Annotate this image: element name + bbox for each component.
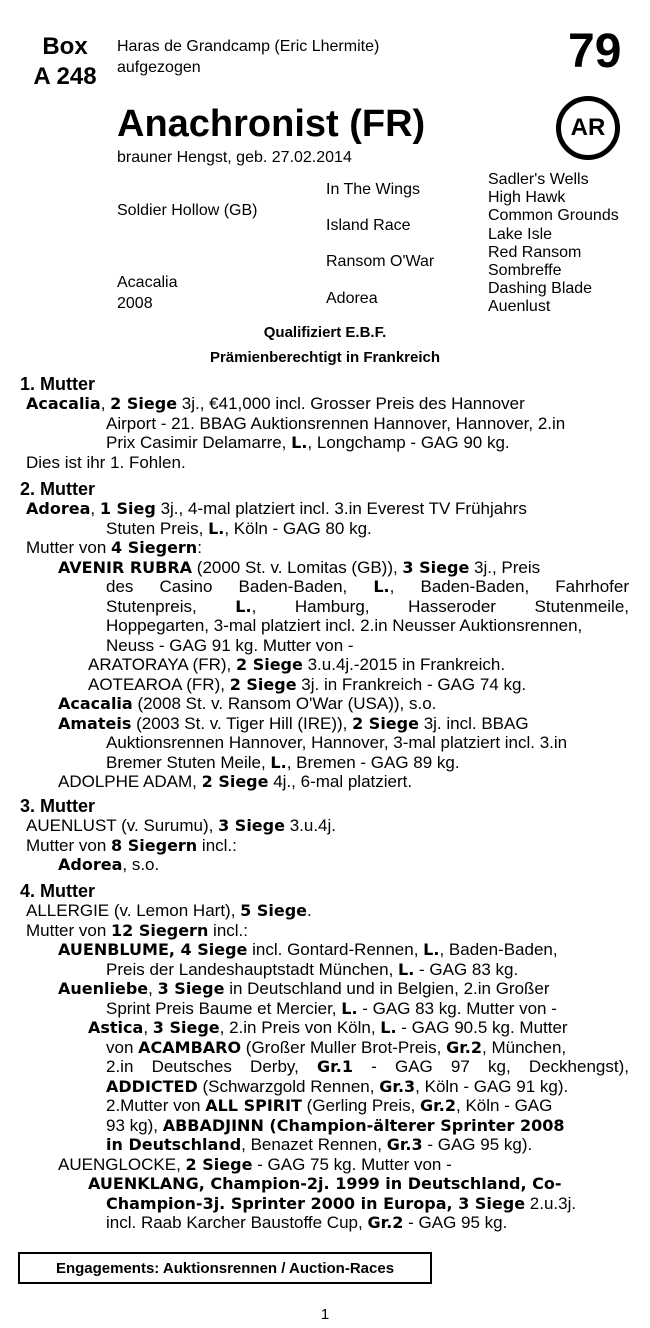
listed-grade: L. bbox=[380, 1018, 397, 1037]
championship: Champion-2j. 1999 in Deutschland bbox=[210, 1174, 521, 1193]
text: Preis der Landeshauptstadt München, bbox=[106, 959, 399, 979]
group-grade: Gr.3 bbox=[379, 1076, 416, 1096]
group-grade: Gr.1 bbox=[317, 1057, 353, 1076]
lot-number: 79 bbox=[568, 25, 622, 78]
listed-grade: L. bbox=[398, 959, 415, 979]
offspring-name: Acacalia bbox=[58, 694, 133, 713]
wins: 4 Siege bbox=[180, 940, 248, 959]
engagements-box bbox=[18, 1252, 432, 1284]
m2-line-14 bbox=[106, 753, 460, 773]
pedigree-g3-4: Lake Isle bbox=[488, 225, 553, 243]
breeder-line-1: Haras de Grandcamp (Eric Lhermite) bbox=[117, 38, 380, 55]
horse-name: Anachronist (FR) bbox=[117, 103, 426, 145]
section-3-title: 3. Mutter bbox=[20, 796, 96, 816]
text: - GAG 75 kg. Mutter von - bbox=[252, 1154, 452, 1174]
listed-grade: L. bbox=[235, 596, 252, 616]
paren: ( bbox=[263, 1115, 277, 1135]
m2-line-3 bbox=[26, 538, 202, 558]
listed-grade: L. bbox=[270, 752, 287, 772]
offspring-name: ALL SPIRIT bbox=[205, 1096, 302, 1115]
m4-line-2 bbox=[26, 921, 248, 941]
pedigree-dam-year: 2008 bbox=[117, 295, 153, 312]
wins: 2 Siege bbox=[185, 1154, 253, 1174]
text: 3j. in Frankreich - GAG 74 kg. bbox=[296, 674, 527, 694]
championship: Champion-3j. Sprinter 2000 in Europa bbox=[106, 1193, 447, 1213]
pedigree-third-generation bbox=[488, 171, 619, 317]
wins: 3 Siege bbox=[152, 1018, 220, 1037]
wins: 3 Siege bbox=[218, 816, 285, 835]
wins: 5 Siege bbox=[240, 901, 308, 920]
text: , Hamburg, Hasseroder Stutenmeile, bbox=[251, 596, 629, 616]
text: 3j., €41,000 incl. Grosser Preis des Hannover bbox=[177, 394, 525, 413]
m3-line-1 bbox=[26, 816, 336, 836]
winners-count: 12 Siegern bbox=[111, 920, 209, 940]
text: des Casino Baden-Baden, bbox=[106, 577, 374, 596]
m2-line-12 bbox=[58, 714, 529, 734]
text: ARATORAYA (FR), bbox=[88, 655, 236, 674]
text: ADOLPHE ADAM, bbox=[58, 772, 202, 791]
m4-line-7 bbox=[88, 1018, 568, 1038]
text: 2.u.3j. bbox=[525, 1193, 577, 1213]
m4-line-4 bbox=[106, 960, 518, 980]
qualification-ebf: Qualifiziert E.B.F. bbox=[263, 324, 387, 341]
listed-grade: L. bbox=[291, 433, 308, 452]
offspring-name: AUENKLANG bbox=[88, 1174, 199, 1193]
championship: in Deutschland bbox=[106, 1135, 242, 1154]
text: , Köln - GAG bbox=[456, 1096, 553, 1115]
sep: , bbox=[148, 979, 158, 998]
country-badge-text: AR bbox=[570, 114, 606, 141]
text: incl. Gontard-Rennen, bbox=[247, 940, 424, 959]
text: . bbox=[307, 901, 312, 920]
championship: Champion-älterer Sprinter 2008 bbox=[276, 1115, 565, 1135]
sep: , bbox=[143, 1018, 153, 1037]
text: AUENGLOCKE, bbox=[58, 1154, 186, 1174]
dam-name: Adorea bbox=[26, 499, 91, 518]
box-label-text: Box bbox=[42, 33, 88, 60]
text: (2008 St. v. Ransom O'War (USA)), s.o. bbox=[132, 694, 437, 713]
m4-line-15 bbox=[88, 1174, 561, 1194]
m2-line-8: Neuss - GAG 91 kg. Mutter von - bbox=[106, 635, 354, 655]
text: 93 kg), bbox=[106, 1115, 163, 1135]
pedigree-g3-1: Sadler's Wells bbox=[488, 171, 589, 188]
m1-line-2: Airport - 21. BBAG Auktionsrennen Hannover, Hannover, 2.in bbox=[106, 413, 566, 433]
text: , Baden-Baden, Fahrhofer bbox=[389, 577, 629, 596]
wins: 2 Siege bbox=[229, 674, 297, 694]
text: : bbox=[197, 538, 202, 557]
text: AUENLUST (v. Surumu), bbox=[26, 816, 219, 835]
m1-line-1 bbox=[26, 394, 525, 414]
page-number: 1 bbox=[320, 1306, 330, 1323]
winners-count: 8 Siegern bbox=[111, 835, 198, 855]
breeder-info bbox=[117, 36, 379, 78]
text: (2003 St. v. Tiger Hill (IRE)), bbox=[131, 713, 353, 733]
wins: 1 Sieg bbox=[99, 499, 156, 518]
pedigree-g3-8: Auenlust bbox=[488, 298, 551, 316]
championship: Co- bbox=[532, 1174, 562, 1193]
m2-line-2 bbox=[106, 519, 372, 539]
text: , s.o. bbox=[122, 855, 160, 874]
text: , Longchamp - GAG 90 kg. bbox=[307, 433, 510, 452]
wins: 2 Siege bbox=[235, 655, 303, 674]
text: Stuten Preis, bbox=[106, 518, 209, 538]
pedigree-dam-dam: Adorea bbox=[326, 290, 378, 307]
m4-line-13 bbox=[106, 1135, 532, 1155]
section-2-title: 2. Mutter bbox=[20, 479, 96, 499]
text: (Großer Muller Brot-Preis, bbox=[241, 1037, 447, 1057]
text: Prix Casimir Delamarre, bbox=[106, 433, 292, 452]
text: incl.: bbox=[208, 920, 249, 940]
text: - GAG 83 kg. bbox=[414, 959, 519, 979]
m2-line-1 bbox=[26, 499, 527, 519]
pedigree-dam: Acacalia bbox=[117, 274, 178, 291]
m2-line-15 bbox=[58, 772, 412, 792]
wins: 3 Siege bbox=[157, 979, 225, 998]
text: - GAG 97 kg, Deckhengst), bbox=[352, 1057, 629, 1076]
horse-description: brauner Hengst, geb. 27.02.2014 bbox=[117, 149, 352, 166]
listed-grade: L. bbox=[423, 940, 440, 959]
offspring-name: Astica bbox=[88, 1018, 144, 1037]
offspring-name: Amateis bbox=[58, 713, 132, 733]
breeder-line-2: aufgezogen bbox=[117, 59, 201, 76]
text: Mutter von bbox=[26, 538, 112, 557]
winners-count: 4 Siegern bbox=[111, 538, 198, 557]
sep: , bbox=[520, 1174, 533, 1193]
offspring-name: ADDICTED bbox=[106, 1076, 198, 1096]
m1-line-3 bbox=[106, 433, 510, 453]
text: Stutenpreis, bbox=[106, 596, 236, 616]
m2-line-11 bbox=[58, 694, 436, 714]
text: , Köln - GAG 91 kg). bbox=[415, 1076, 569, 1096]
offspring-name: AUENBLUME bbox=[58, 940, 169, 959]
text: 3j. incl. BBAG bbox=[418, 713, 529, 733]
m2-line-6 bbox=[106, 597, 629, 617]
m4-line-17 bbox=[106, 1213, 507, 1233]
sep: , bbox=[446, 1193, 459, 1213]
text: , München, bbox=[482, 1037, 567, 1057]
offspring-name: ACAMBARO bbox=[138, 1037, 242, 1057]
text: Sprint Preis Baume et Mercier, bbox=[106, 998, 342, 1018]
text: in Deutschland und in Belgien, 2.in Großer bbox=[224, 979, 550, 998]
m4-line-11 bbox=[106, 1096, 552, 1116]
listed-grade: L. bbox=[373, 577, 390, 596]
box-label bbox=[30, 32, 100, 92]
pedigree-g3-7: Dashing Blade bbox=[488, 280, 593, 298]
sep: , bbox=[168, 940, 181, 959]
text: (Gerling Preis, bbox=[301, 1096, 421, 1115]
text: (Schwarzgold Rennen, bbox=[197, 1076, 380, 1096]
group-grade: Gr.2 bbox=[446, 1037, 483, 1057]
text: incl. Raab Karcher Baustoffe Cup, bbox=[106, 1213, 368, 1232]
text: (2000 St. v. Lomitas (GB)), bbox=[192, 557, 403, 577]
text: , Köln - GAG 80 kg. bbox=[224, 518, 372, 538]
text: Bremer Stuten Meile, bbox=[106, 752, 271, 772]
m1-line-4: Dies ist ihr 1. Fohlen. bbox=[26, 452, 186, 472]
m2-line-9 bbox=[88, 655, 505, 675]
offspring-name: Adorea bbox=[58, 855, 123, 874]
section-1-title: 1. Mutter bbox=[20, 374, 96, 394]
listed-grade: L. bbox=[341, 998, 358, 1018]
pedigree-sire-sire: In The Wings bbox=[326, 181, 420, 198]
group-grade: Gr.2 bbox=[420, 1096, 456, 1115]
m4-line-10 bbox=[106, 1077, 568, 1097]
m4-line-12 bbox=[106, 1116, 565, 1136]
text: - GAG 95 kg). bbox=[422, 1135, 533, 1154]
text: 3j., 4-mal platziert incl. 3.in Everest TV Frühjahrs bbox=[155, 499, 527, 518]
offspring-name: Auenliebe bbox=[58, 979, 149, 998]
pedigree-sire-dam: Island Race bbox=[326, 217, 411, 234]
pedigree-g3-3: Common Grounds bbox=[488, 207, 619, 225]
sep: , bbox=[198, 1174, 211, 1193]
text: 2.in Deutsches Derby, bbox=[106, 1057, 318, 1076]
text: - GAG 83 kg. Mutter von - bbox=[357, 998, 557, 1018]
m2-line-13: Auktionsrennen Hannover, Hannover, 3-mal platziert incl. 3.in bbox=[106, 733, 568, 752]
sep: , bbox=[100, 394, 111, 413]
text: - GAG 95 kg. bbox=[403, 1213, 508, 1232]
pedigree-g3-2: High Hawk bbox=[488, 189, 566, 207]
m4-line-6 bbox=[106, 999, 557, 1019]
m3-line-2 bbox=[26, 836, 237, 856]
m4-line-3 bbox=[58, 940, 558, 960]
wins: 3 Siege bbox=[458, 1193, 526, 1213]
pedigree-dam-sire: Ransom O'War bbox=[326, 253, 435, 270]
m4-line-9 bbox=[106, 1057, 629, 1077]
box-number: A 248 bbox=[33, 63, 97, 90]
text: 3.u.4j.-2015 in Frankreich. bbox=[302, 655, 506, 674]
pedigree-g3-5: Red Ransom bbox=[488, 243, 582, 261]
wins: 2 Siege bbox=[201, 772, 269, 791]
wins: 3 Siege bbox=[402, 557, 470, 577]
wins: 2 Siege bbox=[110, 394, 178, 413]
sep: , bbox=[90, 499, 100, 518]
text: 2.Mutter von bbox=[106, 1096, 206, 1115]
text: , 2.in Preis von Köln, bbox=[219, 1018, 381, 1037]
m4-line-5 bbox=[58, 979, 550, 999]
m4-line-14 bbox=[58, 1155, 452, 1175]
text: 3.u.4j. bbox=[284, 816, 337, 835]
section-4-title: 4. Mutter bbox=[20, 881, 96, 901]
text: AOTEAROA (FR), bbox=[88, 674, 230, 694]
country-badge bbox=[556, 96, 620, 160]
group-grade: Gr.2 bbox=[367, 1213, 404, 1232]
engagements-text: Engagements: Auktionsrennen / Auction-Races bbox=[55, 1259, 395, 1277]
text: ALLERGIE (v. Lemon Hart), bbox=[26, 901, 241, 920]
m2-line-7: Hoppegarten, 3-mal platziert incl. 2.in Neusser Auktionsrennen, bbox=[106, 616, 583, 635]
m3-line-3 bbox=[58, 855, 159, 875]
text: 3j., Preis bbox=[469, 557, 541, 577]
m2-line-4 bbox=[58, 558, 540, 578]
group-grade: Gr.3 bbox=[386, 1135, 423, 1154]
text: Mutter von bbox=[26, 920, 112, 940]
dam-name: Acacalia bbox=[26, 394, 101, 413]
offspring-name: AVENIR RUBRA bbox=[58, 557, 193, 577]
m4-line-16 bbox=[106, 1194, 576, 1214]
m2-line-10 bbox=[88, 675, 526, 695]
text: 4j., 6-mal platziert. bbox=[268, 772, 413, 791]
text: - GAG 90.5 kg. Mutter bbox=[396, 1018, 568, 1037]
text: incl.: bbox=[197, 835, 237, 855]
m2-line-5 bbox=[106, 577, 629, 597]
listed-grade: L. bbox=[208, 518, 225, 538]
text: , Bremen - GAG 89 kg. bbox=[286, 752, 460, 772]
wins: 2 Siege bbox=[352, 713, 419, 733]
text: , Benazet Rennen, bbox=[241, 1135, 387, 1154]
offspring-name: ABBADJINN bbox=[162, 1115, 264, 1135]
text: Mutter von bbox=[26, 835, 112, 855]
m4-line-8 bbox=[106, 1038, 566, 1058]
pedigree-sire: Soldier Hollow (GB) bbox=[117, 202, 258, 219]
text: von bbox=[106, 1037, 139, 1057]
qualification-france: Prämienberechtigt in Frankreich bbox=[209, 349, 441, 366]
text: , Baden-Baden, bbox=[439, 940, 558, 959]
pedigree-g3-6: Sombreffe bbox=[488, 262, 562, 280]
m4-line-1 bbox=[26, 901, 312, 921]
